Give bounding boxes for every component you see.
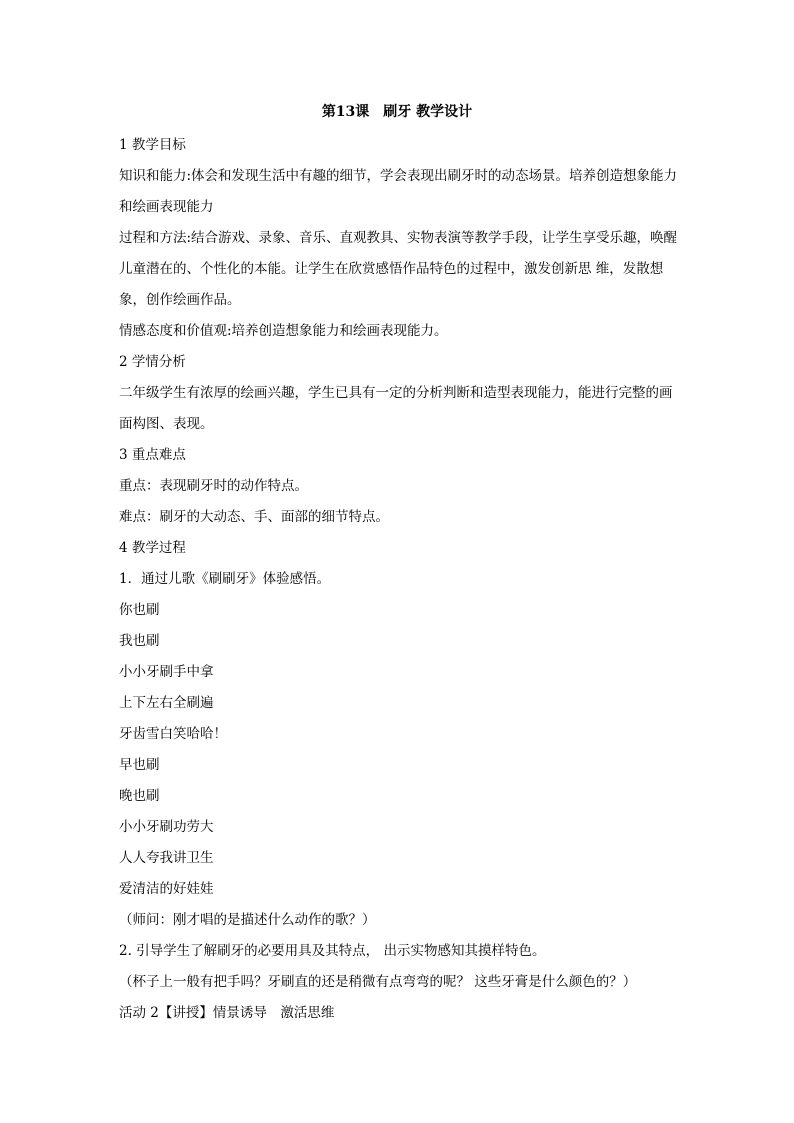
activity-2-heading: 活动 2【讲授】情景诱导 激活思维 <box>119 1005 335 1021</box>
rhyme-line: 你也刷 <box>119 602 160 618</box>
step-1-rhyme: 1．通过儿歌《刷刷牙》体验感悟。 <box>119 571 331 587</box>
rhyme-line: 人人夸我讲卫生 <box>119 850 214 866</box>
paragraph-difficult-point: 难点：刷牙的大动态、手、面部的细节特点。 <box>119 509 389 525</box>
rhyme-line: 上下左右全刷遍 <box>119 695 214 711</box>
paragraph-process-method: 过程和方法:结合游戏、录象、音乐、直观教具、实物表演等教学手段，让学生享受乐趣，唤醒儿童潜在的、个性化的本能。让学生在欣赏感悟作品特色的过程中，激发创新思 维，发散想象，创作绘画作品。 <box>119 230 678 308</box>
document-body <box>119 130 683 1029</box>
step-2-tools: 2. 引导学生了解刷牙的必要用具及其特点， 出示实物感知其摸样特色。 <box>119 943 546 959</box>
step-2-questions: （杯子上一般有把手吗？牙刷直的还是稍微有点弯弯的呢？ 这些牙膏是什么颜色的？） <box>119 974 637 990</box>
paragraph-key-point: 重点：表现刷牙时的动作特点。 <box>119 478 308 494</box>
teacher-question: （师问：刚才唱的是描述什么动作的歌？） <box>119 912 376 928</box>
paragraph-knowledge-ability: 知识和能力:体会和发现生活中有趣的细节，学会表现出刷牙时的动态场景。培养创造想象能力和绘画表现能力 <box>119 168 678 215</box>
section-heading-student-analysis: 2 学情分析 <box>119 354 186 370</box>
rhyme-line: 晚也刷 <box>119 788 160 804</box>
section-heading-objectives: 1 教学目标 <box>119 137 186 153</box>
rhyme-line: 牙齿雪白笑哈哈！ <box>119 726 227 742</box>
paragraph-emotion-values: 情感态度和价值观:培养创造想象能力和绘画表现能力。 <box>119 323 448 339</box>
rhyme-line: 小小牙刷功劳大 <box>119 819 214 835</box>
rhyme-line: 我也刷 <box>119 633 160 649</box>
section-heading-key-points: 3 重点难点 <box>119 447 186 463</box>
section-heading-teaching-process: 4 教学过程 <box>119 540 186 556</box>
rhyme-line: 小小牙刷手中拿 <box>119 664 214 680</box>
paragraph-student-analysis: 二年级学生有浓厚的绘画兴趣，学生已具有一定的分析判断和造型表现能力，能进行完整的画面构图、表现。 <box>119 385 673 432</box>
rhyme-line: 早也刷 <box>119 757 160 773</box>
rhyme-line: 爱清洁的好娃娃 <box>119 881 214 897</box>
document-title: 第13课 刷牙 教学设计 <box>321 104 473 120</box>
